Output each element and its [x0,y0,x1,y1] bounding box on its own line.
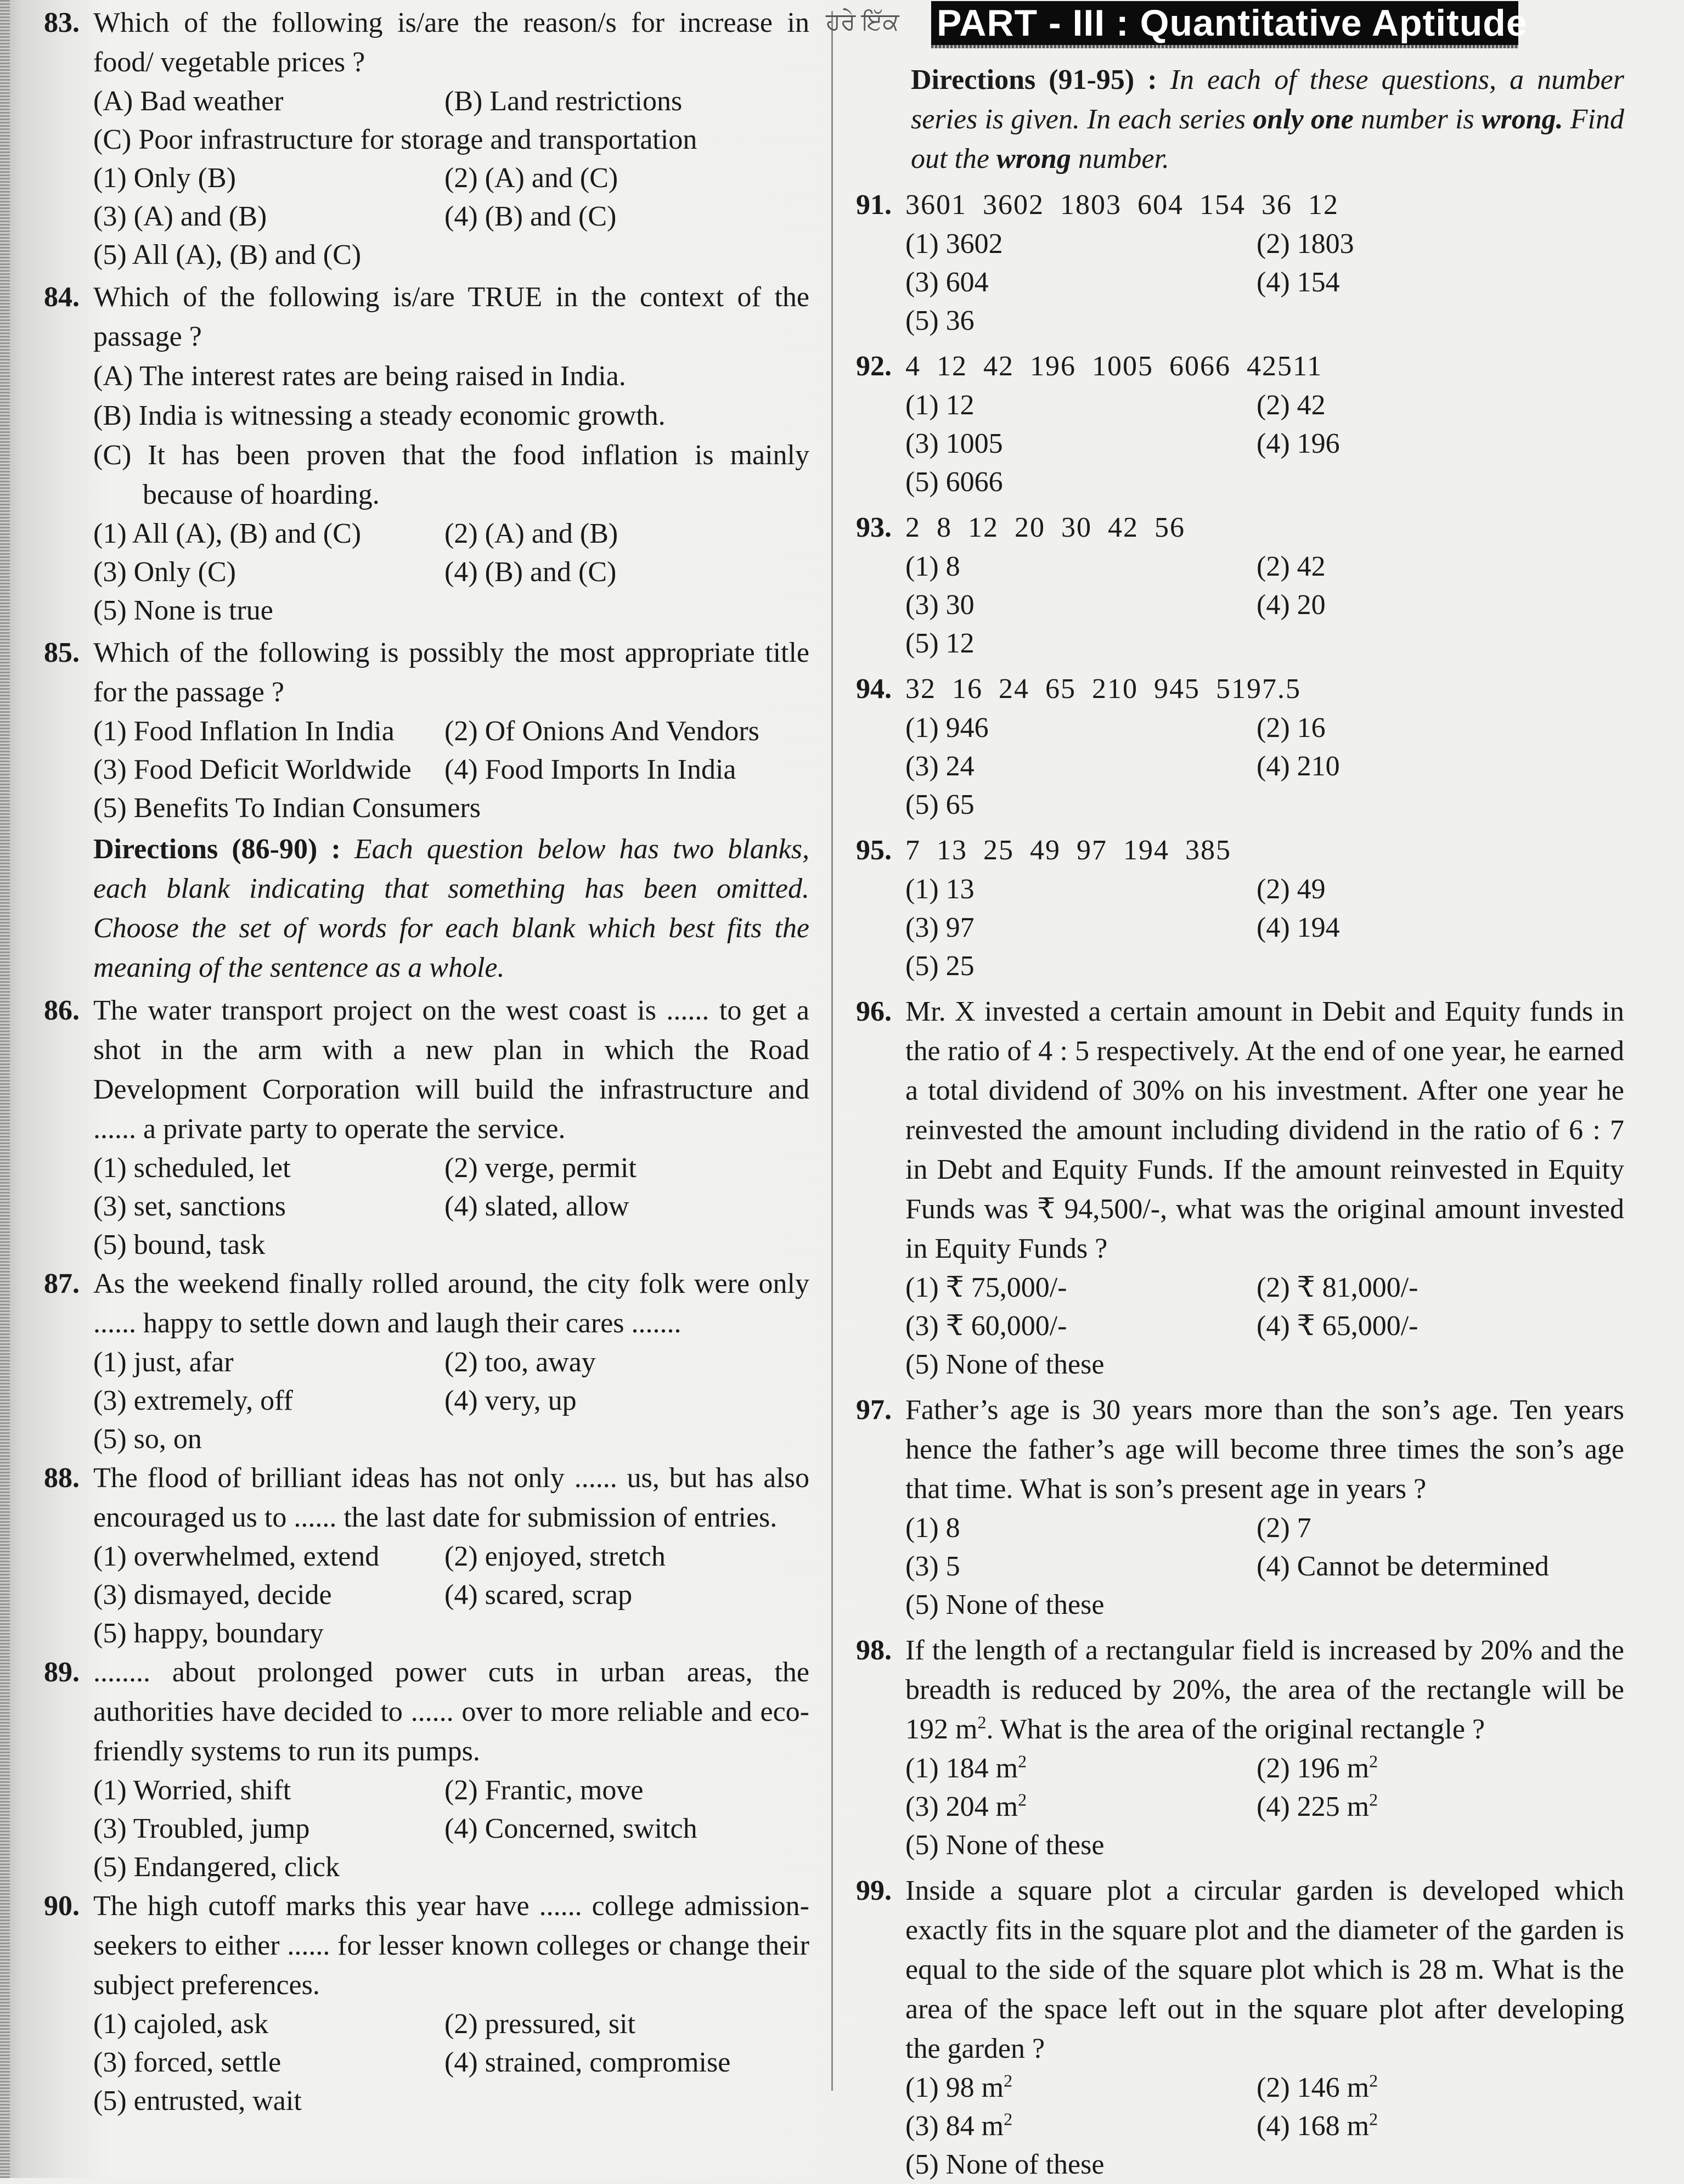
option-4[interactable]: (4) 196 [1257,428,1340,459]
directions-86-90 [93,830,809,988]
superscript: 2 [1369,2070,1378,2091]
section-header: PART - III : Quantitative Aptitude [931,1,1518,45]
option-label: (4) 225 m [1257,1791,1370,1822]
question-89 [44,1653,809,1887]
option-3[interactable] [905,1788,1257,1826]
option-2[interactable] [1257,2069,1624,2107]
directions-text-3: Find out the [911,104,1625,175]
question-number: 91. [856,189,892,221]
option-1[interactable]: (1) ₹ 75,000/- [905,1272,1067,1303]
question-number: 97. [856,1394,892,1426]
option-3[interactable]: (3) Food Deficit Worldwide [93,754,412,785]
question-text: The water transport project on the west coast is ...... to get a shot in the arm with a new plan in which the Road Development Corporation will build the infrastructure and ...... a private party to operate the service. [93,995,809,1145]
number-series: 4 12 42 196 1005 6066 42511 [905,351,1323,382]
superscript: 2 [1018,1751,1027,1771]
option-4[interactable]: (4) scared, scrap [444,1579,633,1611]
option-5[interactable]: (5) 36 [905,305,975,336]
statement-c-continued: because of hoarding. [143,479,380,510]
option-4[interactable]: (4) 154 [1257,267,1340,298]
option-4[interactable]: (4) very, up [444,1385,577,1416]
scan-binding-edge [0,0,10,2178]
option-5[interactable]: (5) entrusted, wait [93,2085,302,2117]
question-text [905,1631,1624,1749]
question-text: The high cutoff marks this year have ...... college admission- seekers to either ...... for lesser known colleges or change their subject preferences. [93,1890,809,2001]
option-label: (1) 184 m [905,1753,1018,1784]
directions-91-95 [911,60,1624,179]
option-3[interactable]: (3) ₹ 60,000/- [905,1310,1067,1342]
option-3[interactable] [905,2107,1257,2146]
superscript: 2 [1004,2070,1013,2091]
question-99 [856,1871,1624,2184]
directions-emphasis-1: only one [1253,104,1354,135]
option-label: (3) 204 m [905,1791,1018,1822]
left-column [44,0,809,2120]
question-text: Father’s age is 30 years more than the son’s age. Ten years hence the father’s age will become three times the son’s age that time. What is son’s present age in years ? [905,1394,1624,1505]
option-5[interactable]: (5) All (A), (B) and (C) [93,239,362,271]
option-3[interactable]: (3) 97 [905,912,975,943]
option-5[interactable]: (5) 25 [905,950,975,982]
option-2[interactable]: (2) 16 [1257,712,1326,744]
question-83 [44,3,809,274]
number-series: 2 8 12 20 30 42 56 [905,512,1185,543]
option-2[interactable]: (2) Of Onions And Vendors [444,716,759,747]
statement-c: (C) It has been proven that the food inflation is mainly [93,440,809,471]
question-98 [856,1631,1624,1865]
question-text-part-1: If the length of a rectangular field is increased by 20% and the breadth is reduced by 20%, the area of the rectangle will be 192 m [905,1635,1624,1745]
option-4[interactable]: (4) Cannot be determined [1257,1551,1549,1582]
statement-c: (C) Poor infrastructure for storage and transportation [93,124,697,155]
option-1[interactable]: (1) 3602 [905,228,1003,260]
question-number: 90. [44,1890,80,1922]
option-2[interactable]: (2) too, away [444,1347,596,1378]
question-number: 96. [856,996,892,1027]
option-4[interactable]: (4) (B) and (C) [444,556,617,588]
question-number: 93. [856,512,892,543]
option-2[interactable]: (2) Frantic, move [444,1775,644,1806]
option-5[interactable]: (5) 6066 [905,466,1003,498]
option-4[interactable] [1257,2107,1624,2146]
directions-text: Each question below has two blanks, each blank indicating that something has been omitted. Choose the set of words for each blank which best fits the meaning of the sentence as a whole. [93,834,809,983]
question-text: The flood of brilliant ideas has not only ...... us, but has also encouraged us to ...... the last date for submission of entries. [93,1462,809,1533]
right-column [856,60,1624,2184]
option-4[interactable] [1257,1788,1624,1826]
option-3[interactable]: (3) (A) and (B) [93,201,267,232]
bleed-through-text: ਹਰੇ ਇੱਕ [826,8,899,35]
option-2[interactable]: (2) 7 [1257,1512,1311,1544]
superscript: 2 [1369,1751,1378,1771]
question-text: Inside a square plot a circular garden is developed which exactly fits in the square plot and the diameter of the garden is equal to the side of the square plot which is 28 m. What is the area of the space left out in the square plot after developing the garden ? [905,1875,1624,2064]
option-label: (2) 196 m [1257,1753,1370,1784]
option-2[interactable]: (2) ₹ 81,000/- [1257,1272,1418,1303]
option-1[interactable]: (1) Worried, shift [93,1775,291,1806]
question-95 [856,831,1624,986]
option-label: (3) 84 m [905,2110,1004,2142]
superscript: 2 [1369,1789,1378,1810]
question-91 [856,185,1624,340]
option-4[interactable]: (4) Concerned, switch [444,1813,697,1844]
option-5[interactable]: (5) 65 [905,789,975,820]
option-5[interactable]: (5) None is true [93,595,273,626]
option-5[interactable]: (5) so, on [93,1423,202,1455]
superscript: 2 [977,1712,987,1732]
statement-a: (A) Bad weather [93,86,284,117]
option-4[interactable]: (4) strained, compromise [444,2047,731,2078]
option-5[interactable]: (5) 12 [905,628,975,659]
option-2[interactable]: (2) 49 [1257,874,1326,905]
option-5[interactable]: (5) Benefits To Indian Consumers [93,792,481,824]
directions-label: Directions (86-90) : [93,834,341,865]
option-2[interactable]: (2) enjoyed, stretch [444,1541,666,1572]
question-text: Which of the following is/are TRUE in the context of the passage ? [93,282,809,352]
number-series: 3601 3602 1803 604 154 36 12 [905,189,1339,221]
superscript: 2 [1004,2109,1013,2129]
option-3[interactable]: (3) extremely, off [93,1385,293,1416]
number-series: 7 13 25 49 97 194 385 [905,835,1231,866]
option-1[interactable]: (1) 12 [905,390,975,421]
option-1[interactable]: (1) scheduled, let [93,1152,291,1184]
question-90 [44,1887,809,2120]
question-87 [44,1264,809,1459]
option-2[interactable]: (2) (A) and (C) [444,162,618,194]
question-text: As the weekend finally rolled around, the city folk were only ...... happy to settle down and laugh their cares ....... [93,1268,809,1339]
option-4[interactable]: (4) (B) and (C) [444,201,617,232]
question-85 [44,633,809,828]
question-92 [856,347,1624,502]
option-label: (2) 146 m [1257,2072,1370,2103]
directions-emphasis-2: wrong. [1481,104,1563,135]
option-1[interactable]: (1) Food Inflation In India [93,716,395,747]
option-4[interactable]: (4) Food Imports In India [444,754,736,785]
option-5[interactable]: (5) Endangered, click [93,1851,340,1883]
section-header-underline [931,45,1518,48]
question-number: 85. [44,637,80,668]
question-text: ........ about prolonged power cuts in urban areas, the authorities have decided to ...... over to more reliable and eco-friendly systems to run its pumps. [93,1657,809,1767]
option-3[interactable]: (3) Only (C) [93,556,236,588]
question-text: Which of the following is/are the reason/s for increase in food/ vegetable prices ? [93,7,809,78]
directions-text-4: number. [1078,143,1169,175]
question-number: 88. [44,1462,80,1494]
option-1[interactable]: (1) overwhelmed, extend [93,1541,380,1572]
question-97 [856,1391,1624,1624]
question-number: 87. [44,1268,80,1299]
question-number: 95. [856,835,892,866]
option-label: (1) 98 m [905,2072,1004,2103]
option-5[interactable]: (5) None of these [905,2149,1105,2180]
option-5[interactable]: (5) happy, boundary [93,1618,324,1649]
column-divider [831,11,833,2091]
question-number: 94. [856,673,892,705]
question-88 [44,1459,809,1653]
option-1[interactable]: (1) 8 [905,1512,960,1544]
option-5[interactable]: (5) None of these [905,1589,1105,1620]
option-2[interactable]: (2) 42 [1257,390,1326,421]
option-1[interactable] [905,1749,1257,1788]
option-4[interactable]: (4) 210 [1257,751,1340,782]
option-2[interactable]: (2) (A) and (B) [444,518,618,549]
question-text: Mr. X invested a certain amount in Debit and Equity funds in the ratio of 4 : 5 respectively. At the end of one year, he earned a total dividend of 30% on his investment. After one year he reinvested the amount including dividend in the ratio of 6 : 7 in Debt and Equity Funds. If the amount reinvested in Equity Funds was ₹ 94,500/-, what was the original amount invested in Equity Funds ? [905,996,1624,1264]
option-1[interactable]: (1) All (A), (B) and (C) [93,518,362,549]
question-93 [856,508,1624,663]
directions-text-2: number is [1360,104,1474,135]
option-5[interactable]: (5) bound, task [93,1229,266,1260]
option-2[interactable]: (2) 1803 [1257,228,1354,260]
option-1[interactable]: (1) Only (B) [93,162,236,194]
question-number: 98. [856,1635,892,1666]
option-1[interactable]: (1) 946 [905,712,989,744]
question-number: 84. [44,282,80,313]
question-number: 83. [44,7,80,38]
statement-a: (A) The interest rates are being raised in India. [93,361,626,392]
option-5[interactable]: (5) None of these [905,1830,1105,1861]
question-text: Which of the following is possibly the most appropriate title for the passage ? [93,637,809,708]
superscript: 2 [1018,1789,1027,1810]
question-number: 89. [44,1657,80,1688]
option-3[interactable]: (3) 30 [905,589,975,621]
option-1[interactable] [905,2069,1257,2107]
option-4[interactable]: (4) slated, allow [444,1191,629,1222]
question-96 [856,992,1624,1384]
number-series: 32 16 24 65 210 945 5197.5 [905,673,1301,705]
directions-emphasis-3: wrong [996,143,1071,175]
question-text-part-2: . What is the area of the original rectangle ? [986,1714,1485,1745]
question-84 [44,278,809,630]
option-2[interactable]: (2) verge, permit [444,1152,637,1184]
option-3[interactable]: (3) forced, settle [93,2047,281,2078]
statement-b: (B) India is witnessing a steady economic growth. [93,400,666,431]
question-94 [856,669,1624,824]
option-3[interactable]: (3) 24 [905,751,975,782]
question-86 [44,991,809,1264]
statement-b: (B) Land restrictions [444,86,683,117]
option-4[interactable]: (4) 194 [1257,912,1340,943]
option-5[interactable]: (5) None of these [905,1349,1105,1380]
option-1[interactable]: (1) 13 [905,874,975,905]
option-3[interactable]: (3) 5 [905,1551,960,1582]
option-1[interactable]: (1) cajoled, ask [93,2008,269,2040]
directions-text-1: In each of these questions, a number series is given. In each series [911,64,1624,135]
option-3[interactable]: (3) 1005 [905,428,1003,459]
option-4[interactable]: (4) 20 [1257,589,1326,621]
option-3[interactable]: (3) set, sanctions [93,1191,286,1222]
question-number: 86. [44,995,80,1026]
option-2[interactable]: (2) 42 [1257,551,1326,582]
option-3[interactable]: (3) Troubled, jump [93,1813,310,1844]
option-3[interactable]: (3) dismayed, decide [93,1579,332,1611]
question-number: 92. [856,351,892,382]
option-1[interactable]: (1) just, afar [93,1347,234,1378]
option-1[interactable]: (1) 8 [905,551,960,582]
directions-label: Directions (91-95) : [911,64,1157,95]
superscript: 2 [1369,2109,1378,2129]
option-2[interactable] [1257,1749,1624,1788]
option-2[interactable]: (2) pressured, sit [444,2008,636,2040]
option-3[interactable]: (3) 604 [905,267,989,298]
question-number: 99. [856,1875,892,1906]
option-4[interactable]: (4) ₹ 65,000/- [1257,1310,1418,1342]
option-label: (4) 168 m [1257,2110,1370,2142]
